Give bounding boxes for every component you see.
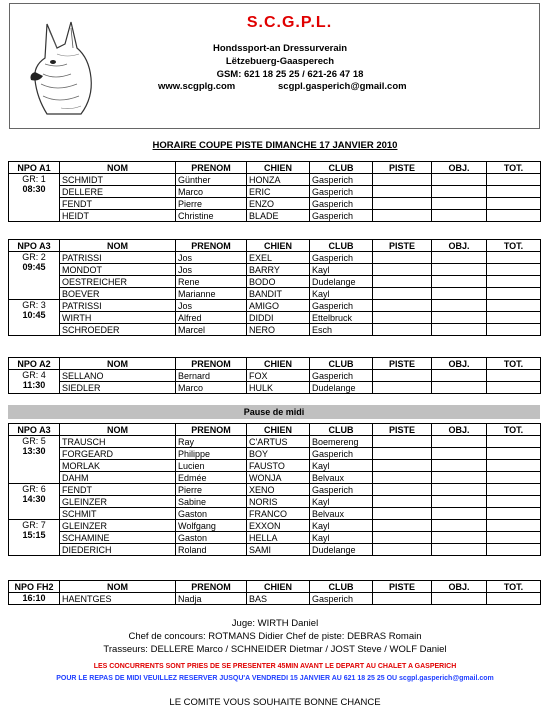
column-header: NOM [60, 240, 176, 252]
competitor-lastname: DIEDERICH [60, 544, 176, 556]
column-header: NOM [60, 162, 176, 174]
score-piste [373, 324, 432, 336]
dog-name: BARRY [247, 264, 310, 276]
competitor-lastname: DELLERE [60, 186, 176, 198]
score-piste [373, 370, 432, 382]
score-total [487, 264, 541, 276]
score-piste [373, 198, 432, 210]
score-total [487, 508, 541, 520]
score-piste [373, 288, 432, 300]
score-piste [373, 210, 432, 222]
schedule-table [8, 357, 541, 394]
column-header: TOT. [487, 240, 541, 252]
dog-name: FOX [247, 370, 310, 382]
competitor-lastname: BOEVER [60, 288, 176, 300]
competitor-lastname: MORLAK [60, 460, 176, 472]
column-header: PISTE [373, 424, 432, 436]
group-cell [9, 520, 60, 556]
score-total [487, 312, 541, 324]
score-obj [432, 288, 487, 300]
dog-name: C'ARTUS [247, 436, 310, 448]
score-piste [373, 436, 432, 448]
column-header: TOT. [487, 581, 541, 593]
table-row [9, 276, 541, 288]
group-cell [9, 370, 60, 394]
club-name: Gasperich [310, 448, 373, 460]
column-header: PRENOM [176, 358, 247, 370]
score-piste [373, 460, 432, 472]
table-row [9, 532, 541, 544]
column-header: TOT. [487, 162, 541, 174]
table-row [9, 382, 541, 394]
competitor-firstname: Philippe [176, 448, 247, 460]
score-obj [432, 436, 487, 448]
score-total [487, 472, 541, 484]
group-cell [9, 593, 60, 605]
score-piste [373, 520, 432, 532]
tracers-line: Trasseurs: DELLERE Marco / SCHNEIDER Dietmar / JOST Steve / WOLF Daniel [103, 644, 447, 655]
dog-name: XENO [247, 484, 310, 496]
column-header: CLUB [310, 358, 373, 370]
document-title: HORAIRE COUPE PISTE DIMANCHE 17 JANVIER 2010 [152, 140, 398, 151]
score-obj [432, 496, 487, 508]
competitor-firstname: Jos [176, 264, 247, 276]
table-row [9, 198, 541, 210]
competitor-lastname: OESTREICHER [60, 276, 176, 288]
dog-name: BOY [247, 448, 310, 460]
dog-name: NORIS [247, 496, 310, 508]
club-name: Kayl [310, 520, 373, 532]
group-time: 15:15 [22, 530, 46, 540]
column-header: CLUB [310, 581, 373, 593]
competitor-firstname: Jos [176, 252, 247, 264]
category-header: NPO A2 [9, 358, 60, 370]
score-obj [432, 276, 487, 288]
column-header: NOM [60, 424, 176, 436]
score-total [487, 288, 541, 300]
dog-name: FAUSTO [247, 460, 310, 472]
club-name: Kayl [310, 532, 373, 544]
competitor-lastname: SCHMIDT [60, 174, 176, 186]
club-name-line2: Lëtzebuerg-Gaasperech [225, 56, 335, 67]
club-gsm: GSM: 621 18 25 25 / 621-26 47 18 [216, 69, 364, 80]
table-row [9, 472, 541, 484]
competitor-firstname: Bernard [176, 370, 247, 382]
competitor-lastname: SIEDLER [60, 382, 176, 394]
judge-line: Juge: WIRTH Daniel [231, 618, 319, 629]
score-total [487, 186, 541, 198]
column-header: CLUB [310, 424, 373, 436]
group-number: GR: 2 [22, 252, 46, 262]
dog-name: EXXON [247, 520, 310, 532]
german-shepherd-head-icon [27, 18, 99, 118]
competitor-firstname: Christine [176, 210, 247, 222]
category-header: NPO FH2 [9, 581, 60, 593]
competitor-firstname: Roland [176, 544, 247, 556]
table-row [9, 312, 541, 324]
closing-message: LE COMITE VOUS SOUHAITE BONNE CHANCE [169, 697, 381, 708]
dog-name: BODO [247, 276, 310, 288]
lunch-reservation-notice: POUR LE REPAS DE MIDI VEUILLEZ RESERVER JUSQU'A VENDREDI 15 JANVIER AU 621 18 25 25 OU scgpl.gasperich@gmail.com [56, 675, 494, 682]
table-row [9, 210, 541, 222]
column-header: CLUB [310, 240, 373, 252]
category-header: NPO A3 [9, 240, 60, 252]
score-total [487, 593, 541, 605]
club-name: Belvaux [310, 472, 373, 484]
dog-name: SAMI [247, 544, 310, 556]
score-piste [373, 532, 432, 544]
dog-name: EXEL [247, 252, 310, 264]
score-piste [373, 312, 432, 324]
score-total [487, 496, 541, 508]
column-header: PRENOM [176, 240, 247, 252]
score-piste [373, 472, 432, 484]
club-name: Kayl [310, 460, 373, 472]
schedule-table [8, 423, 541, 556]
column-header: NOM [60, 358, 176, 370]
club-name: Kayl [310, 264, 373, 276]
column-header: OBJ. [432, 581, 487, 593]
score-total [487, 174, 541, 186]
score-obj [432, 448, 487, 460]
competitor-lastname: PATRISSI [60, 300, 176, 312]
score-obj [432, 198, 487, 210]
column-header: PRENOM [176, 162, 247, 174]
score-obj [432, 370, 487, 382]
column-header: PRENOM [176, 424, 247, 436]
group-number: GR: 7 [22, 520, 46, 530]
arrival-notice: LES CONCURRENTS SONT PRIES DE SE PRESENTER 45MIN AVANT LE DEPART AU CHALET A GASPERICH [93, 663, 457, 670]
column-header: CHIEN [247, 581, 310, 593]
competitor-firstname: Edmée [176, 472, 247, 484]
table-row [9, 436, 541, 448]
score-piste [373, 264, 432, 276]
competitor-firstname: Pierre [176, 198, 247, 210]
club-email: scgpl.gasperich@gmail.com [278, 81, 407, 92]
table-row [9, 174, 541, 186]
club-name: Gasperich [310, 186, 373, 198]
score-obj [432, 520, 487, 532]
competitor-lastname: SCHAMINE [60, 532, 176, 544]
table-row [9, 370, 541, 382]
club-name: Gasperich [310, 370, 373, 382]
score-total [487, 276, 541, 288]
table-row [9, 288, 541, 300]
officials-line: Chef de concours: ROTMANS Didier Chef de piste: DEBRAS Romain [128, 631, 422, 642]
table-header-row [9, 240, 541, 252]
score-total [487, 198, 541, 210]
table-row [9, 544, 541, 556]
score-total [487, 448, 541, 460]
score-piste [373, 448, 432, 460]
competitor-firstname: Marco [176, 382, 247, 394]
column-header: OBJ. [432, 162, 487, 174]
table-row [9, 448, 541, 460]
group-cell [9, 436, 60, 484]
column-header: OBJ. [432, 240, 487, 252]
club-name: Gasperich [310, 484, 373, 496]
score-piste [373, 496, 432, 508]
competitor-firstname: Gaston [176, 532, 247, 544]
club-name: Kayl [310, 288, 373, 300]
dog-name: HULK [247, 382, 310, 394]
dog-name: FRANCO [247, 508, 310, 520]
table-row [9, 460, 541, 472]
group-time: 09:45 [22, 262, 46, 272]
competitor-lastname: TRAUSCH [60, 436, 176, 448]
table-row [9, 496, 541, 508]
score-obj [432, 312, 487, 324]
score-obj [432, 252, 487, 264]
score-total [487, 300, 541, 312]
column-header: PISTE [373, 162, 432, 174]
score-obj [432, 544, 487, 556]
column-header: OBJ. [432, 424, 487, 436]
column-header: PRENOM [176, 581, 247, 593]
score-obj [432, 484, 487, 496]
score-total [487, 324, 541, 336]
group-number: GR: 3 [22, 300, 46, 310]
column-header: TOT. [487, 424, 541, 436]
club-name: Gasperich [310, 198, 373, 210]
table-row [9, 300, 541, 312]
column-header: CLUB [310, 162, 373, 174]
competitor-lastname: WIRTH [60, 312, 176, 324]
schedule-table [8, 161, 541, 222]
score-obj [432, 593, 487, 605]
group-number: GR: 1 [22, 174, 46, 184]
competitor-firstname: Sabine [176, 496, 247, 508]
score-total [487, 532, 541, 544]
group-time: 14:30 [22, 494, 46, 504]
competitor-firstname: Marcel [176, 324, 247, 336]
column-header: CHIEN [247, 424, 310, 436]
club-name: Dudelange [310, 276, 373, 288]
group-time: 10:45 [22, 310, 46, 320]
table-header-row [9, 358, 541, 370]
dog-name: WONJA [247, 472, 310, 484]
competitor-lastname: SCHROEDER [60, 324, 176, 336]
dog-name: BANDIT [247, 288, 310, 300]
dog-name: NERO [247, 324, 310, 336]
competitor-firstname: Günther [176, 174, 247, 186]
competitor-firstname: Alfred [176, 312, 247, 324]
column-header: CHIEN [247, 240, 310, 252]
competitor-lastname: PATRISSI [60, 252, 176, 264]
score-piste [373, 174, 432, 186]
score-total [487, 436, 541, 448]
score-total [487, 520, 541, 532]
table-header-row [9, 162, 541, 174]
club-name: Gasperich [310, 252, 373, 264]
column-header: PISTE [373, 581, 432, 593]
column-header: PISTE [373, 358, 432, 370]
competitor-lastname: FENDT [60, 198, 176, 210]
table-row [9, 252, 541, 264]
score-obj [432, 210, 487, 222]
club-name: Ettelbruck [310, 312, 373, 324]
competitor-firstname: Pierre [176, 484, 247, 496]
score-obj [432, 264, 487, 276]
category-header: NPO A1 [9, 162, 60, 174]
column-header: CHIEN [247, 162, 310, 174]
group-time: 16:10 [22, 593, 46, 603]
group-cell [9, 174, 60, 222]
score-piste [373, 382, 432, 394]
score-obj [432, 460, 487, 472]
club-name: Kayl [310, 496, 373, 508]
competitor-lastname: HEIDT [60, 210, 176, 222]
club-name-line1: Hondssport-an Dressurverain [212, 43, 348, 54]
score-obj [432, 382, 487, 394]
competitor-lastname: SCHMIT [60, 508, 176, 520]
score-obj [432, 174, 487, 186]
competitor-lastname: MONDOT [60, 264, 176, 276]
competitor-lastname: FENDT [60, 484, 176, 496]
score-piste [373, 276, 432, 288]
schedule-table [8, 239, 541, 336]
dog-name: BAS [247, 593, 310, 605]
club-header [9, 3, 540, 129]
score-obj [432, 300, 487, 312]
score-obj [432, 186, 487, 198]
score-obj [432, 532, 487, 544]
club-name: Esch [310, 324, 373, 336]
competitor-firstname: Ray [176, 436, 247, 448]
lunch-break-banner: Pause de midi [8, 405, 540, 419]
score-total [487, 544, 541, 556]
score-piste [373, 186, 432, 198]
score-piste [373, 484, 432, 496]
competitor-lastname: GLEINZER [60, 520, 176, 532]
group-number: GR: 6 [22, 484, 46, 494]
competitor-firstname: Lucien [176, 460, 247, 472]
score-piste [373, 508, 432, 520]
dog-name: HELLA [247, 532, 310, 544]
club-name: Dudelange [310, 382, 373, 394]
score-piste [373, 300, 432, 312]
score-total [487, 252, 541, 264]
table-row [9, 520, 541, 532]
club-name: Gasperich [310, 593, 373, 605]
column-header: TOT. [487, 358, 541, 370]
table-header-row [9, 581, 541, 593]
group-number: GR: 5 [22, 436, 46, 446]
competitor-firstname: Nadja [176, 593, 247, 605]
competitor-lastname: DAHM [60, 472, 176, 484]
group-cell [9, 252, 60, 300]
club-name: Dudelange [310, 544, 373, 556]
competitor-firstname: Jos [176, 300, 247, 312]
group-time: 08:30 [22, 184, 46, 194]
competitor-lastname: HAENTGES [60, 593, 176, 605]
competitor-firstname: Rene [176, 276, 247, 288]
table-header-row [9, 424, 541, 436]
club-name: Belvaux [310, 508, 373, 520]
table-row [9, 508, 541, 520]
club-website: www.scgplg.com [158, 81, 236, 92]
column-header: OBJ. [432, 358, 487, 370]
category-header: NPO A3 [9, 424, 60, 436]
table-row [9, 264, 541, 276]
dog-name: ERIC [247, 186, 310, 198]
dog-name: AMIGO [247, 300, 310, 312]
score-piste [373, 544, 432, 556]
column-header: PISTE [373, 240, 432, 252]
dog-name: ENZO [247, 198, 310, 210]
competitor-firstname: Wolfgang [176, 520, 247, 532]
club-name: Boemereng [310, 436, 373, 448]
competitor-firstname: Marianne [176, 288, 247, 300]
club-name: Gasperich [310, 210, 373, 222]
table-row [9, 593, 541, 605]
group-cell [9, 484, 60, 520]
club-name: Gasperich [310, 300, 373, 312]
score-piste [373, 252, 432, 264]
dog-name: BLADE [247, 210, 310, 222]
score-total [487, 382, 541, 394]
table-row [9, 186, 541, 198]
competitor-firstname: Marco [176, 186, 247, 198]
table-row [9, 324, 541, 336]
competitor-firstname: Gaston [176, 508, 247, 520]
club-name: Gasperich [310, 174, 373, 186]
competitor-lastname: FORGEARD [60, 448, 176, 460]
competitor-lastname: SELLANO [60, 370, 176, 382]
score-total [487, 370, 541, 382]
score-obj [432, 324, 487, 336]
competitor-lastname: GLEINZER [60, 496, 176, 508]
group-number: GR: 4 [22, 370, 46, 380]
dog-name: HONZA [247, 174, 310, 186]
score-obj [432, 508, 487, 520]
score-obj [432, 472, 487, 484]
table-row [9, 484, 541, 496]
club-title: S.C.G.P.L. [246, 14, 333, 31]
group-cell [9, 300, 60, 336]
score-total [487, 484, 541, 496]
score-total [487, 460, 541, 472]
score-piste [373, 593, 432, 605]
column-header: NOM [60, 581, 176, 593]
score-total [487, 210, 541, 222]
group-time: 11:30 [22, 380, 46, 390]
dog-name: DIDDI [247, 312, 310, 324]
schedule-table [8, 580, 541, 605]
group-time: 13:30 [22, 446, 46, 456]
column-header: CHIEN [247, 358, 310, 370]
